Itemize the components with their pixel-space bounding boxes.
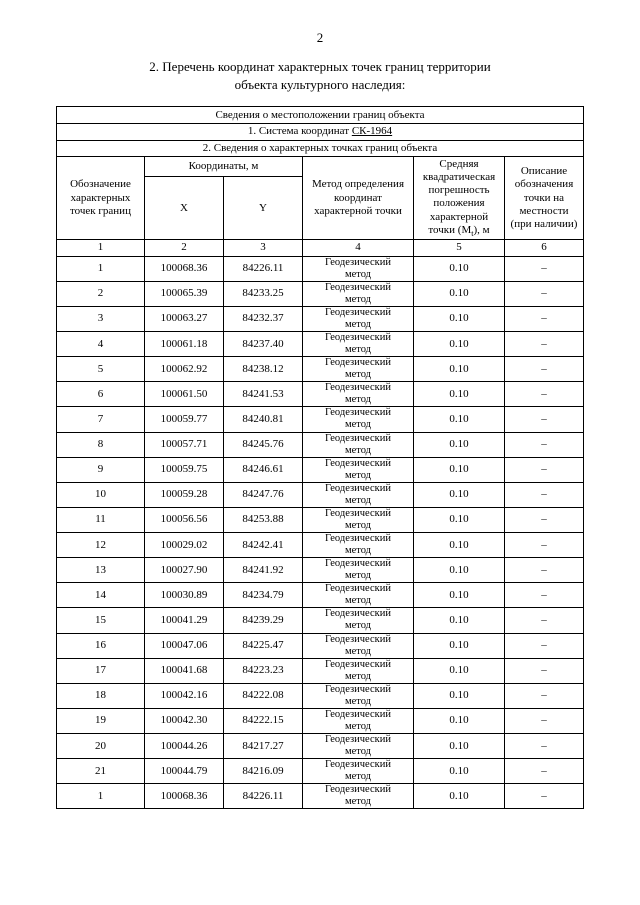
table-row	[57, 432, 584, 457]
cell-point-number: 1	[57, 784, 145, 809]
cell-description: –	[505, 558, 584, 583]
table-row	[57, 357, 584, 382]
cell-point-number: 6	[57, 382, 145, 407]
cell-coordinate-x: 100068.36	[145, 256, 224, 281]
col-number-1: 1	[57, 240, 145, 256]
cell-coordinate-y: 84217.27	[224, 734, 303, 759]
points-info-row	[57, 140, 584, 156]
table-row	[57, 683, 584, 708]
col-header-error-post: ), м	[473, 223, 490, 236]
cell-error: 0.10	[414, 457, 505, 482]
coordinate-rows	[57, 256, 584, 809]
points-info-text: 2. Сведения о характерных точках границ объекта	[57, 140, 584, 156]
cell-point-number: 18	[57, 683, 145, 708]
cell-error: 0.10	[414, 658, 505, 683]
cell-error: 0.10	[414, 583, 505, 608]
col-header-designation: Обозначение характерных точек границ	[57, 156, 145, 240]
cell-method: Геодезический метод	[303, 558, 414, 583]
cell-coordinate-x: 100061.50	[145, 382, 224, 407]
cell-method: Геодезический метод	[303, 407, 414, 432]
table-caption: Сведения о местоположении границ объекта	[57, 107, 584, 124]
cell-point-number: 19	[57, 708, 145, 733]
cell-point-number: 8	[57, 432, 145, 457]
cell-coordinate-y: 84232.37	[224, 306, 303, 331]
cell-point-number: 12	[57, 533, 145, 558]
cell-coordinate-x: 100029.02	[145, 533, 224, 558]
col-header-y: Y	[224, 177, 303, 240]
cell-error: 0.10	[414, 558, 505, 583]
cell-method: Геодезический метод	[303, 633, 414, 658]
cell-point-number: 10	[57, 482, 145, 507]
cell-coordinate-x: 100027.90	[145, 558, 224, 583]
cell-coordinate-x: 100044.26	[145, 734, 224, 759]
cell-method: Геодезический метод	[303, 608, 414, 633]
cell-method: Геодезический метод	[303, 658, 414, 683]
cell-description: –	[505, 281, 584, 306]
col-header-coordinates-group: Координаты, м	[145, 156, 303, 177]
cell-description: –	[505, 482, 584, 507]
cell-point-number: 4	[57, 332, 145, 357]
cell-description: –	[505, 608, 584, 633]
coordinate-system-row	[57, 124, 584, 140]
table-row	[57, 734, 584, 759]
table-row	[57, 583, 584, 608]
cell-method: Геодезический метод	[303, 784, 414, 809]
cell-coordinate-x: 100065.39	[145, 281, 224, 306]
cell-coordinate-x: 100062.92	[145, 357, 224, 382]
column-header-row-1	[57, 156, 584, 177]
col-header-error-pre: Средняя квадратическая погрешность положения характерной точки (M	[422, 157, 496, 236]
cell-coordinate-y: 84234.79	[224, 583, 303, 608]
col-header-error-subscript: t	[471, 228, 474, 238]
col-header-x: X	[145, 177, 224, 240]
table-row	[57, 332, 584, 357]
cell-coordinate-x: 100041.29	[145, 608, 224, 633]
coordinate-system-value: СК-1964	[351, 125, 393, 138]
cell-point-number: 11	[57, 507, 145, 532]
col-header-description: Описание обозначения точки на местности (при наличии)	[505, 156, 584, 240]
cell-error: 0.10	[414, 784, 505, 809]
cell-description: –	[505, 759, 584, 784]
cell-method: Геодезический метод	[303, 457, 414, 482]
cell-coordinate-y: 84216.09	[224, 759, 303, 784]
table-row	[57, 708, 584, 733]
cell-coordinate-x: 100044.79	[145, 759, 224, 784]
col-number-6: 6	[505, 240, 584, 256]
cell-error: 0.10	[414, 332, 505, 357]
cell-coordinate-x: 100059.77	[145, 407, 224, 432]
table-header	[57, 107, 584, 256]
table-row	[57, 558, 584, 583]
cell-point-number: 15	[57, 608, 145, 633]
section-title	[0, 58, 640, 94]
table-row	[57, 482, 584, 507]
cell-coordinate-y: 84233.25	[224, 281, 303, 306]
cell-point-number: 7	[57, 407, 145, 432]
cell-error: 0.10	[414, 734, 505, 759]
cell-description: –	[505, 784, 584, 809]
cell-description: –	[505, 683, 584, 708]
cell-error: 0.10	[414, 507, 505, 532]
cell-coordinate-y: 84240.81	[224, 407, 303, 432]
cell-error: 0.10	[414, 382, 505, 407]
cell-point-number: 20	[57, 734, 145, 759]
col-number-5: 5	[414, 240, 505, 256]
cell-coordinate-y: 84222.08	[224, 683, 303, 708]
cell-coordinate-y: 84245.76	[224, 432, 303, 457]
cell-description: –	[505, 583, 584, 608]
cell-error: 0.10	[414, 407, 505, 432]
cell-coordinate-x: 100061.18	[145, 332, 224, 357]
cell-error: 0.10	[414, 432, 505, 457]
cell-point-number: 17	[57, 658, 145, 683]
column-numbers-row	[57, 240, 584, 256]
cell-point-number: 1	[57, 256, 145, 281]
table-row	[57, 658, 584, 683]
col-number-2: 2	[145, 240, 224, 256]
cell-description: –	[505, 457, 584, 482]
cell-point-number: 9	[57, 457, 145, 482]
cell-error: 0.10	[414, 281, 505, 306]
cell-coordinate-y: 84246.61	[224, 457, 303, 482]
table-row	[57, 759, 584, 784]
table-row	[57, 382, 584, 407]
cell-method: Геодезический метод	[303, 683, 414, 708]
cell-coordinate-y: 84241.53	[224, 382, 303, 407]
table-row	[57, 407, 584, 432]
cell-error: 0.10	[414, 533, 505, 558]
cell-method: Геодезический метод	[303, 256, 414, 281]
col-number-4: 4	[303, 240, 414, 256]
cell-description: –	[505, 633, 584, 658]
cell-method: Геодезический метод	[303, 357, 414, 382]
table-row	[57, 533, 584, 558]
cell-error: 0.10	[414, 482, 505, 507]
cell-coordinate-x: 100059.28	[145, 482, 224, 507]
cell-point-number: 21	[57, 759, 145, 784]
cell-coordinate-x: 100056.56	[145, 507, 224, 532]
cell-coordinate-y: 84225.47	[224, 633, 303, 658]
cell-point-number: 5	[57, 357, 145, 382]
cell-method: Геодезический метод	[303, 759, 414, 784]
cell-method: Геодезический метод	[303, 583, 414, 608]
cell-description: –	[505, 382, 584, 407]
cell-method: Геодезический метод	[303, 332, 414, 357]
col-header-method: Метод определения координат характерной точки	[303, 156, 414, 240]
coordinate-system-label: 1. Система координат	[247, 125, 352, 138]
table-row	[57, 256, 584, 281]
table-row	[57, 633, 584, 658]
cell-coordinate-x: 100030.89	[145, 583, 224, 608]
table-row	[57, 281, 584, 306]
cell-coordinate-y: 84222.15	[224, 708, 303, 733]
table-row	[57, 507, 584, 532]
cell-point-number: 14	[57, 583, 145, 608]
cell-coordinate-y: 84241.92	[224, 558, 303, 583]
cell-point-number: 3	[57, 306, 145, 331]
cell-method: Геодезический метод	[303, 432, 414, 457]
cell-description: –	[505, 256, 584, 281]
cell-method: Геодезический метод	[303, 708, 414, 733]
section-title-line2: объекта культурного наследия:	[234, 77, 406, 93]
cell-description: –	[505, 432, 584, 457]
cell-error: 0.10	[414, 608, 505, 633]
cell-description: –	[505, 533, 584, 558]
table-row	[57, 784, 584, 809]
cell-method: Геодезический метод	[303, 306, 414, 331]
cell-coordinate-y: 84238.12	[224, 357, 303, 382]
cell-error: 0.10	[414, 708, 505, 733]
table-row	[57, 608, 584, 633]
cell-coordinate-y: 84247.76	[224, 482, 303, 507]
cell-error: 0.10	[414, 683, 505, 708]
cell-description: –	[505, 658, 584, 683]
cell-error: 0.10	[414, 633, 505, 658]
cell-coordinate-y: 84226.11	[224, 256, 303, 281]
cell-method: Геодезический метод	[303, 281, 414, 306]
cell-coordinate-x: 100057.71	[145, 432, 224, 457]
cell-coordinate-y: 84239.29	[224, 608, 303, 633]
cell-coordinate-y: 84237.40	[224, 332, 303, 357]
cell-coordinate-y: 84223.23	[224, 658, 303, 683]
coordinates-table	[56, 106, 584, 809]
cell-coordinate-x: 100059.75	[145, 457, 224, 482]
cell-coordinate-x: 100047.06	[145, 633, 224, 658]
cell-error: 0.10	[414, 256, 505, 281]
page-number: 2	[316, 30, 324, 45]
cell-method: Геодезический метод	[303, 734, 414, 759]
cell-method: Геодезический метод	[303, 507, 414, 532]
cell-error: 0.10	[414, 306, 505, 331]
cell-description: –	[505, 734, 584, 759]
cell-coordinate-y: 84242.41	[224, 533, 303, 558]
cell-coordinate-x: 100068.36	[145, 784, 224, 809]
table-row	[57, 306, 584, 331]
cell-point-number: 16	[57, 633, 145, 658]
table-row	[57, 457, 584, 482]
cell-point-number: 2	[57, 281, 145, 306]
col-number-3: 3	[224, 240, 303, 256]
cell-error: 0.10	[414, 357, 505, 382]
cell-method: Геодезический метод	[303, 533, 414, 558]
col-header-error	[414, 156, 505, 240]
cell-coordinate-x: 100063.27	[145, 306, 224, 331]
cell-method: Геодезический метод	[303, 382, 414, 407]
cell-coordinate-x: 100041.68	[145, 658, 224, 683]
cell-description: –	[505, 407, 584, 432]
cell-coordinate-y: 84253.88	[224, 507, 303, 532]
cell-coordinate-x: 100042.16	[145, 683, 224, 708]
cell-description: –	[505, 507, 584, 532]
cell-point-number: 13	[57, 558, 145, 583]
cell-error: 0.10	[414, 759, 505, 784]
cell-description: –	[505, 332, 584, 357]
cell-description: –	[505, 708, 584, 733]
cell-method: Геодезический метод	[303, 482, 414, 507]
cell-coordinate-x: 100042.30	[145, 708, 224, 733]
cell-coordinate-y: 84226.11	[224, 784, 303, 809]
cell-description: –	[505, 357, 584, 382]
cell-description: –	[505, 306, 584, 331]
section-title-line1: 2. Перечень координат характерных точек границ территории	[149, 59, 491, 74]
table-caption-row	[57, 107, 584, 124]
